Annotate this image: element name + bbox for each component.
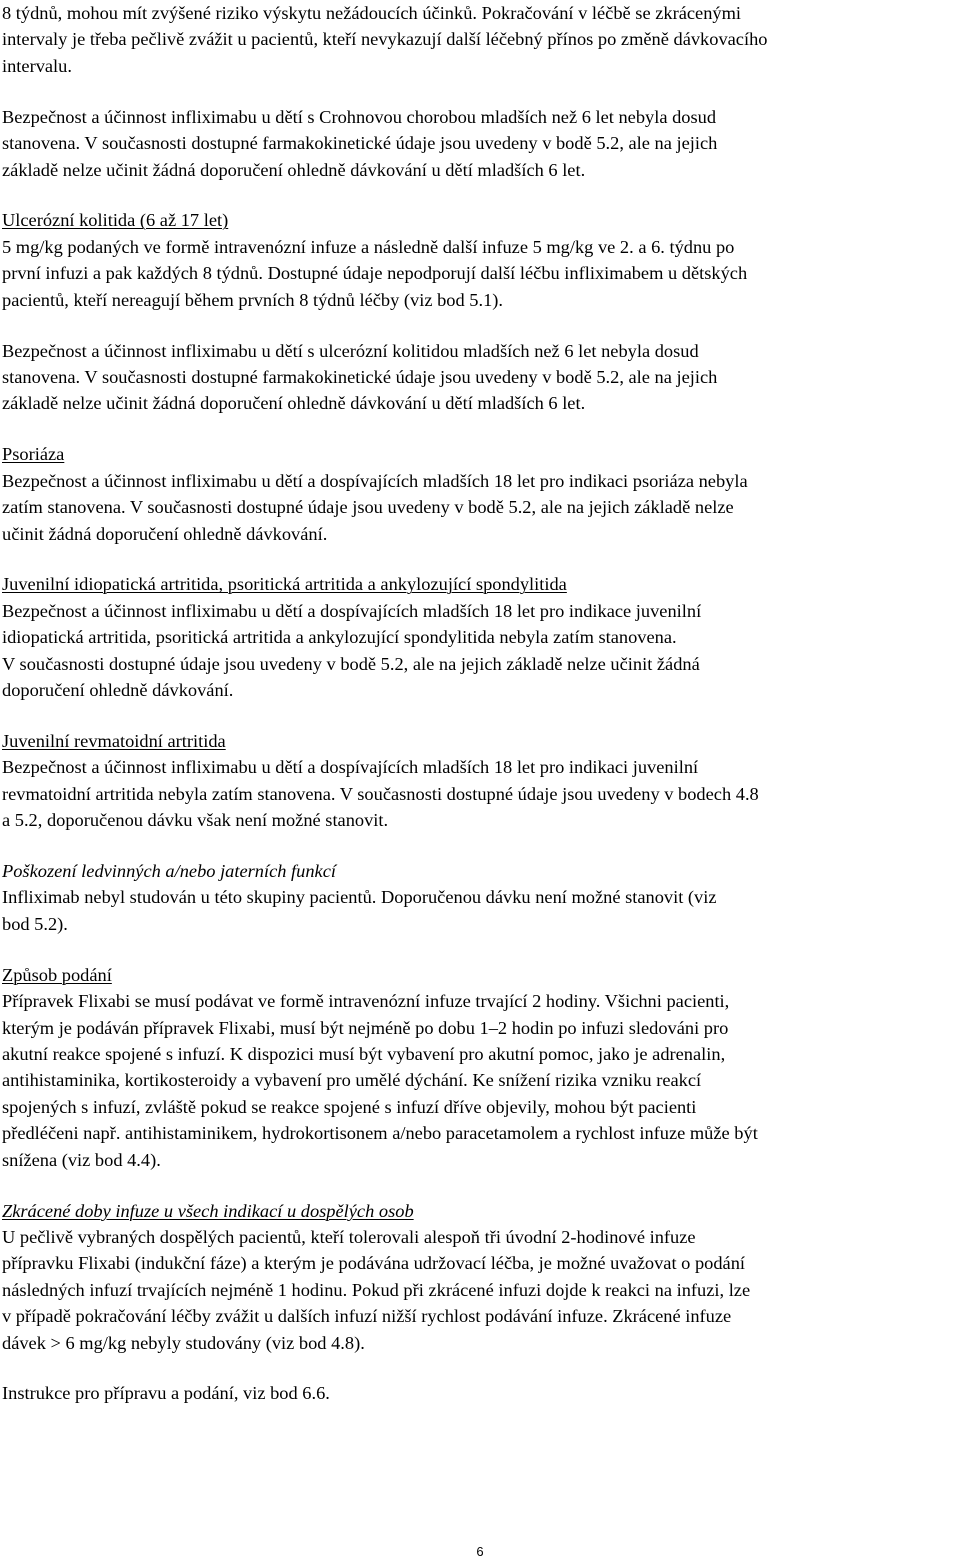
paragraph-line: první infuzi a pak každých 8 týdnů. Dostupné údaje nepodporují další léčbu infliximabem u dětských bbox=[2, 263, 748, 284]
paragraph-line: spojených s infuzí, zvláště pokud se reakce spojené s infuzí dříve objevily, mohou být pacienti bbox=[2, 1096, 697, 1117]
section-heading: Poškození ledvinných a/nebo jaterních funkcí bbox=[2, 861, 336, 882]
section-crohn-children-under-6 bbox=[2, 104, 954, 183]
heading-line bbox=[2, 1198, 954, 1224]
paragraph-line: antihistaminika, kortikosteroidy a vybavení pro umělé dýchání. Ke snížení rizika vzniku reakcí bbox=[2, 1070, 702, 1091]
paragraph-line: následných infuzí trvajících nejméně 1 hodinu. Pokud při zkrácené infuzi dojde k reakci na infuzi, lze bbox=[2, 1279, 751, 1300]
paragraph-line: bod 5.2). bbox=[2, 913, 68, 934]
section-heading: Způsob podání bbox=[2, 964, 112, 985]
section-juvenile-rheumatoid-arthritis bbox=[2, 728, 954, 834]
paragraph-line: V současnosti dostupné údaje jsou uvedeny v bodě 5.2, ale na jejich základě nelze učinit žádná bbox=[2, 653, 700, 674]
paragraph-line: přípravku Flixabi (indukční fáze) a kterým je podávána udržovací léčba, je možné uvažovat o podání bbox=[2, 1253, 745, 1274]
document-body bbox=[2, 0, 954, 1407]
paragraph-line: revmatoidní artritida nebyla zatím stanovena. V současnosti dostupné údaje jsou uvedeny v bodech 4.8 bbox=[2, 783, 759, 804]
heading-line bbox=[2, 728, 954, 754]
section-heading: Psoriáza bbox=[2, 444, 65, 465]
paragraph-spacer bbox=[2, 1173, 954, 1198]
paragraph-spacer bbox=[2, 834, 954, 859]
paragraph-line: Bezpečnost a účinnost infliximabu u dětí s Crohnovou chorobou mladších než 6 let nebyla dosud bbox=[2, 106, 717, 127]
section-heading: Ulcerózní kolitida (6 až 17 let) bbox=[2, 210, 229, 231]
paragraph-line: 8 týdnů, mohou mít zvýšené riziko výskytu nežádoucích účinků. Pokračování v léčbě se zkrácenými bbox=[2, 3, 741, 23]
paragraph-spacer bbox=[2, 79, 954, 104]
paragraph-line: 5 mg/kg podaných ve formě intravenózní infuze a následně další infuze 5 mg/kg ve 2. a 6. týdnu po bbox=[2, 236, 735, 257]
paragraph-line: v případě pokračování léčby zvážit u dalších infuzí nižší rychlost podávání infuze. Zkrácené infuze bbox=[2, 1306, 732, 1327]
section-ulcerative-colitis bbox=[2, 207, 954, 313]
paragraph-line: Přípravek Flixabi se musí podávat ve formě intravenózní infuze trvající 2 hodiny. Všichni pacienti, bbox=[2, 991, 730, 1012]
paragraph-line: kterým je podáván přípravek Flixabi, musí být nejméně po dobu 1–2 hodin po infuzi sledováni pro bbox=[2, 1017, 729, 1038]
paragraph-line: dávek > 6 mg/kg nebyly studovány (viz bod 4.8). bbox=[2, 1332, 365, 1353]
paragraph-line: snížena (viz bod 4.4). bbox=[2, 1149, 161, 1170]
paragraph-line: stanovena. V současnosti dostupné farmakokinetické údaje jsou uvedeny v bodě 5.2, ale na jejich bbox=[2, 366, 718, 387]
section-intro-continued bbox=[2, 0, 954, 79]
heading-line bbox=[2, 207, 954, 233]
section-heading: Juvenilní idiopatická artritida, psoritická artritida a ankylozující spondylitida bbox=[2, 574, 567, 595]
paragraph-line: Bezpečnost a účinnost infliximabu u dětí s ulcerózní kolitidou mladších než 6 let nebyla dosud bbox=[2, 340, 699, 361]
paragraph-spacer bbox=[2, 1356, 954, 1381]
section-preparation-instructions bbox=[2, 1380, 954, 1406]
paragraph-line: idiopatická artritida, psoritická artritida a ankylozující spondylitida nebyla zatím stanovena. bbox=[2, 627, 677, 648]
section-heading: Zkrácené doby infuze u všech indikací u dospělých osob bbox=[2, 1200, 414, 1221]
paragraph-line: Infliximab nebyl studován u této skupiny pacientů. Doporučenou dávku není možné stanovit (viz bbox=[2, 887, 717, 908]
section-shortened-infusion bbox=[2, 1198, 954, 1356]
paragraph-line: akutní reakce spojené s infuzí. K dispozici musí být vybavení pro akutní pomoc, jako je adrenalin, bbox=[2, 1044, 726, 1064]
paragraph-spacer bbox=[2, 313, 954, 338]
paragraph-line: U pečlivě vybraných dospělých pacientů, kteří tolerovali alespoň tři úvodní 2-hodinové infuze bbox=[2, 1226, 696, 1247]
paragraph-line: intervalu. bbox=[2, 55, 72, 76]
paragraph-spacer bbox=[2, 703, 954, 728]
section-method-of-administration bbox=[2, 962, 954, 1173]
paragraph-line: učinit žádná doporučení ohledně dávkování. bbox=[2, 523, 328, 544]
section-juvenile-idiopathic-arthritis bbox=[2, 571, 954, 703]
section-psoriasis bbox=[2, 441, 954, 547]
section-renal-hepatic-impairment bbox=[2, 858, 954, 937]
paragraph-line: Instrukce pro přípravu a podání, viz bod 6.6. bbox=[2, 1383, 330, 1404]
paragraph-spacer bbox=[2, 417, 954, 442]
heading-line bbox=[2, 858, 954, 884]
paragraph-line: Bezpečnost a účinnost infliximabu u dětí a dospívajících mladších 18 let pro indikaci juvenilní bbox=[2, 757, 699, 778]
heading-line bbox=[2, 441, 954, 467]
paragraph-line: základě nelze učinit žádná doporučení ohledně dávkování u dětí mladších 6 let. bbox=[2, 393, 586, 414]
paragraph-spacer bbox=[2, 937, 954, 962]
paragraph-line: intervaly je třeba pečlivě zvážit u pacientů, kteří nevykazují další léčebný přínos po změně dávkovacího bbox=[2, 29, 768, 50]
paragraph-line: zatím stanovena. V současnosti dostupné údaje jsou uvedeny v bodě 5.2, ale na jejich základě nelze bbox=[2, 497, 734, 518]
page-number: 6 bbox=[476, 1544, 484, 1559]
paragraph-line: doporučení ohledně dávkování. bbox=[2, 680, 234, 701]
paragraph-line: základě nelze učinit žádná doporučení ohledně dávkování u dětí mladších 6 let. bbox=[2, 159, 586, 180]
paragraph-line: Bezpečnost a účinnost infliximabu u dětí a dospívajících mladších 18 let pro indikaci psoriáza nebyla bbox=[2, 470, 748, 491]
section-heading: Juvenilní revmatoidní artritida bbox=[2, 730, 226, 751]
section-uc-children-under-6 bbox=[2, 338, 954, 417]
paragraph-line: a 5.2, doporučenou dávku však není možné stanovit. bbox=[2, 810, 389, 831]
paragraph-line: stanovena. V současnosti dostupné farmakokinetické údaje jsou uvedeny v bodě 5.2, ale na jejich bbox=[2, 133, 718, 154]
paragraph-line: pacientů, kteří nereagují během prvních 8 týdnů léčby (viz bod 5.1). bbox=[2, 289, 503, 310]
paragraph-spacer bbox=[2, 547, 954, 572]
heading-line bbox=[2, 571, 954, 597]
paragraph-line: Bezpečnost a účinnost infliximabu u dětí a dospívajících mladších 18 let pro indikace juvenilní bbox=[2, 600, 702, 621]
heading-line bbox=[2, 962, 954, 988]
paragraph-line: předléčeni např. antihistaminikem, hydrokortisonem a/nebo paracetamolem a rychlost infuze může být bbox=[2, 1123, 758, 1144]
paragraph-spacer bbox=[2, 183, 954, 208]
